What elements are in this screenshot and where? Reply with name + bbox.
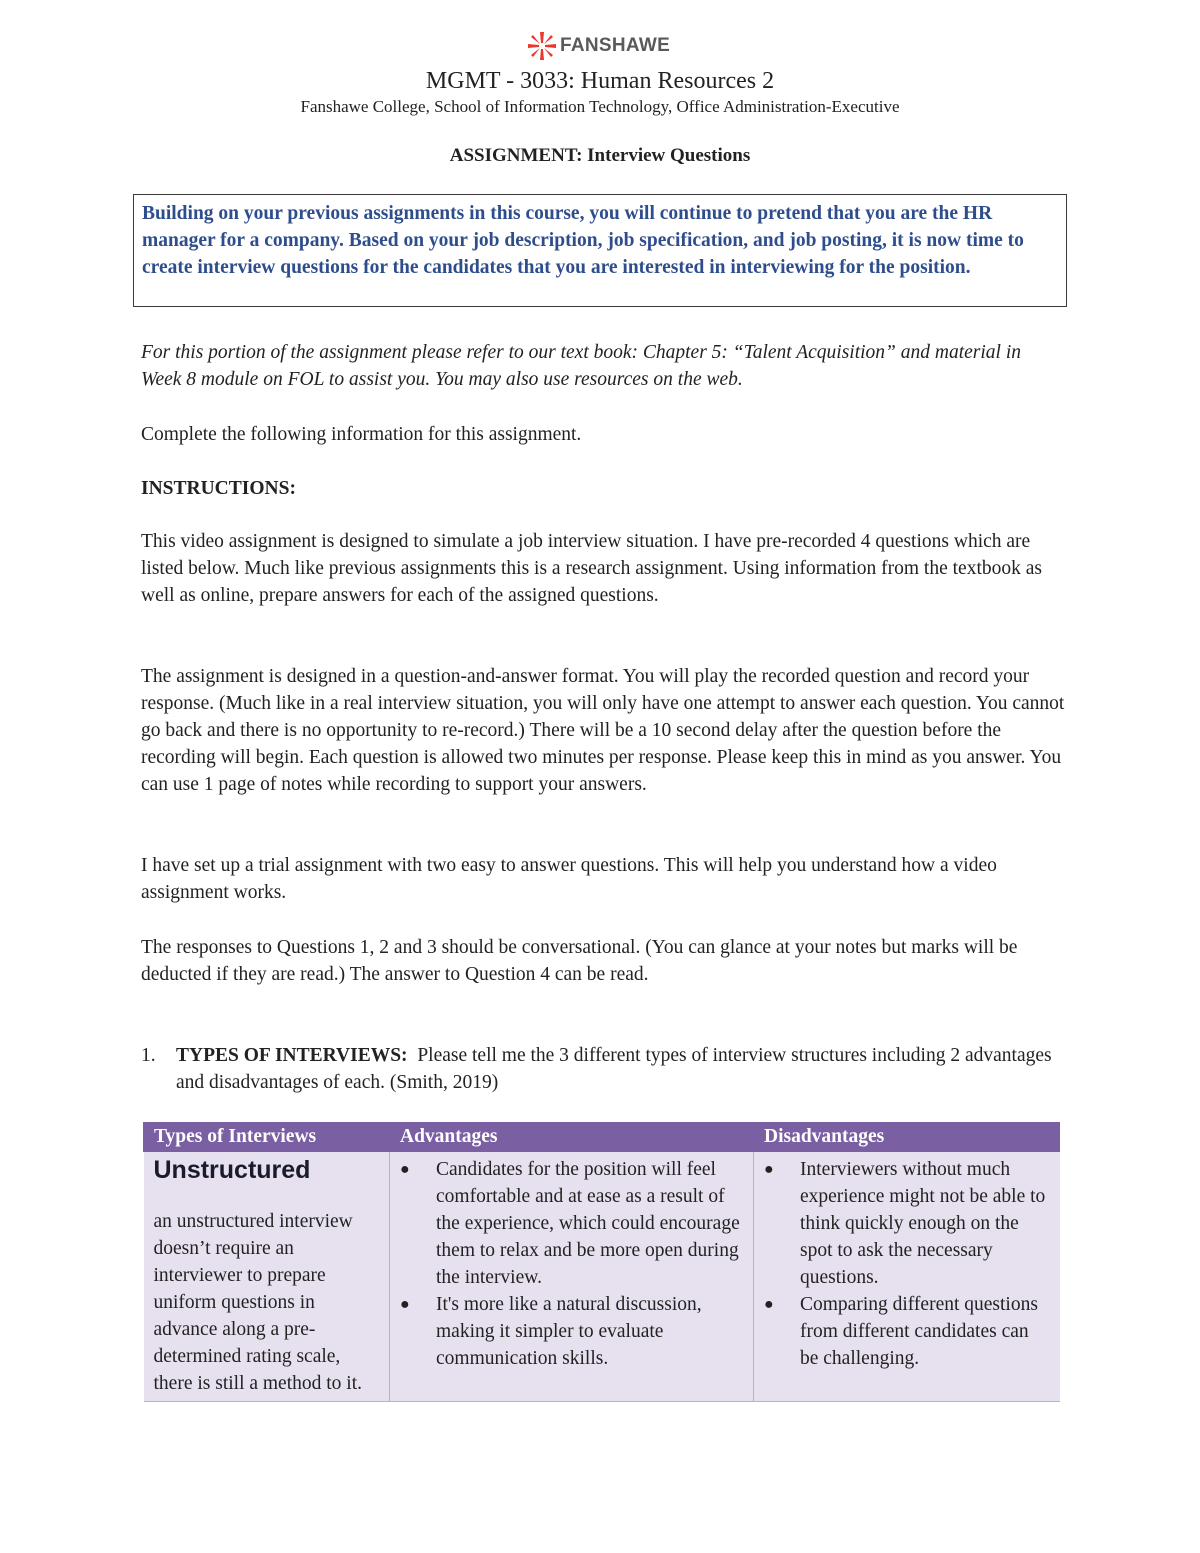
bullet-icon: ● — [764, 1296, 774, 1313]
list-item — [400, 1156, 743, 1291]
type-cell — [144, 1152, 390, 1402]
table-row — [144, 1152, 1060, 1402]
logo-text: FANSHAWE — [560, 35, 671, 56]
assignment-heading: ASSIGNMENT: Interview Questions — [449, 145, 751, 166]
fanshawe-star-icon — [527, 31, 557, 61]
bullet-icon: ● — [400, 1161, 410, 1178]
instructions-paragraph-2: The assignment is designed in a question-and-answer format. You will play the recorded question and record your response. (Much like in a real interview situation, you will only have one attempt to answer each question. You cannot go back and there is no opportunity to re-record.) There will be a 10 second delay after the question before the recording will begin. Each question is allowed two minutes per response. Please keep this in mind as you answer. You can use 1 page of notes while recording to support your answers. — [141, 666, 1065, 795]
question-text: Please tell me the 3 different types of interview structures including 2 advantages and disadvantages of each. (Smith, 2019) — [176, 1045, 1052, 1093]
list-item — [764, 1291, 1050, 1372]
disadvantages-cell — [754, 1152, 1060, 1402]
bullet-icon: ● — [400, 1296, 410, 1313]
table-header-row — [144, 1122, 1060, 1152]
complete-text: Complete the following information for this assignment. — [141, 424, 582, 445]
disadvantage-text: Comparing different questions from different candidates can be challenging. — [800, 1294, 1038, 1369]
bullet-icon: ● — [764, 1161, 774, 1178]
header-types: Types of Interviews — [144, 1122, 390, 1152]
type-description: an unstructured interview doesn’t require an interviewer to prepare uniform questions in advance along a pre-determined rating scale, there is still a method to it. — [153, 1211, 363, 1394]
header-advantages: Advantages — [390, 1122, 754, 1152]
type-name: Unstructured — [153, 1156, 311, 1184]
reference-text: For this portion of the assignment please refer to our text book: Chapter 5: “Talent Acquisition” and material in Week 8 module on FOL to assist you. You may also use resources on the web. — [141, 342, 1022, 390]
instructions-paragraph-4: The responses to Questions 1, 2 and 3 should be conversational. (You can glance at your notes but marks will be deducted if they are read.) The answer to Question 4 can be read. — [141, 937, 1018, 985]
instructions-heading: INSTRUCTIONS: — [141, 478, 296, 499]
instructions-paragraph-1: This video assignment is designed to simulate a job interview situation. I have pre-recorded 4 questions which are listed below. Much like previous assignments this is a research assignment. Using information from the textbook as well as online, prepare answers for each of the assigned questions. — [141, 531, 1042, 606]
course-subtitle: Fanshawe College, School of Information Technology, Office Administration-Executive — [300, 97, 900, 116]
advantages-cell — [390, 1152, 754, 1402]
instructions-paragraph-3: I have set up a trial assignment with two easy to answer questions. This will help you understand how a video assignment works. — [141, 855, 997, 903]
advantage-text: Candidates for the position will feel comfortable and at ease as a result of the experience, which could encourage them to relax and be more open during the interview. — [436, 1159, 740, 1288]
question-number: 1. — [141, 1045, 156, 1066]
header-disadvantages: Disadvantages — [754, 1122, 1060, 1152]
question-1 — [141, 1042, 1066, 1096]
question-label: TYPES OF INTERVIEWS: — [176, 1045, 408, 1066]
intro-text: Building on your previous assignments in this course, you will continue to pretend that you are the HR manager for a company. Based on your job description, job specification, and job posting, it is now time to create interview questions for the candidates that you are interested in interviewing for the position. — [142, 203, 1024, 278]
intro-box — [133, 194, 1067, 307]
interview-types-table — [143, 1122, 1060, 1402]
list-item — [764, 1156, 1050, 1291]
disadvantage-text: Interviewers without much experience might not be able to think quickly enough on the spot to ask the necessary questions. — [800, 1159, 1046, 1288]
advantage-text: It's more like a natural discussion, making it simpler to evaluate communication skills. — [436, 1294, 702, 1369]
list-item — [400, 1291, 743, 1372]
fanshawe-logo — [527, 30, 670, 62]
course-title: MGMT - 3033: Human Resources 2 — [425, 68, 775, 94]
